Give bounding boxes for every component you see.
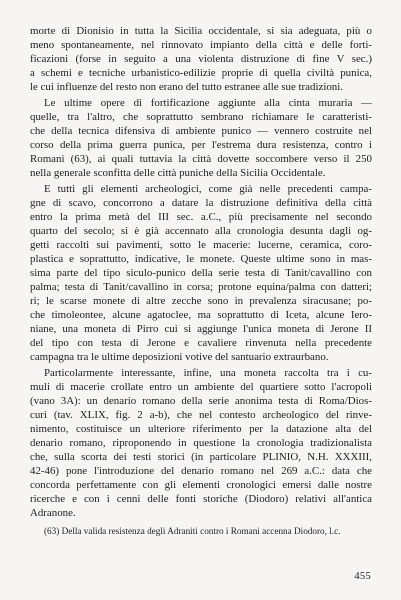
- text-line: Adranone.: [30, 507, 76, 519]
- text-line: entro la prima metà del III sec. a.C., più precisamente nel secondo: [30, 211, 372, 223]
- text-line: a schemi e tecniche urbanistico-edilizie proprie di quella civiltà punica,: [30, 67, 372, 79]
- text-line: che timoleontee, alcune agatoclee, ma soprattutto di Iceta, alcune Iero-: [30, 309, 372, 321]
- footnote: [30, 525, 372, 537]
- text-line: che della tecnica difensiva di ambiente punico — vennero costruite nel: [30, 125, 372, 137]
- text-line: che, sulla scorta dei testi storici (in particolare PLINIO, N.H. XXXIII,: [30, 451, 372, 463]
- text-line: getti raccolti sui pavimenti, sotto le macerie: lucerne, ceramica, coro-: [30, 239, 372, 251]
- paragraph-1: [30, 24, 372, 94]
- text-line: Romani (63), ai quali tuttavia la città dovette soccombere verso il 250: [30, 153, 372, 165]
- text-line: Le ultime opere di fortificazione aggiunte alla cinta muraria —: [44, 97, 372, 109]
- text-line: quelle, tra l'altro, che soprattutto sembrano richiamare le caratteristi-: [30, 111, 372, 123]
- text-line: muli di macerie crollate entro un ambiente del quartiere sotto l'acropoli: [30, 381, 372, 393]
- text-line: denario romano, riproponendo in questione la cronologia tradizionalista: [30, 437, 372, 449]
- paragraph-3: [30, 182, 372, 364]
- text-line: ri; le scarse monete di altre zecche sono in prevalenza siracusane; po-: [30, 295, 372, 307]
- text-line: 42-46) pone l'introduzione del denario romano nel 269 a.C.: data che: [30, 465, 372, 477]
- text-line: ricerche e con i cenni delle fonti storiche (Diodoro) relativi all'antica: [30, 493, 372, 505]
- text-line: concorda perfettamente con gli elementi cronologici emersi dalle nostre: [30, 479, 372, 491]
- paragraph-2: [30, 96, 372, 180]
- text-line: niane, una moneta di Pirro cui si aggiunge l'unica moneta di Jerone II: [30, 323, 372, 335]
- text-line: plastica e soprattutto, indicative, le monete. Queste ultime sono in mas-: [30, 253, 372, 265]
- paragraph-4: [30, 366, 372, 520]
- text-line: morte di Dionisio in tutta la Sicilia occidentale, si sia adeguata, più o: [30, 25, 372, 37]
- text-line: nimento, costituisce un ulteriore riferimento per la datazione alta del: [30, 423, 372, 435]
- footnote-text: Della valida resistenza degli Adraniti contro i Romani accenna Diodoro, l.c.: [61, 526, 341, 536]
- text-line: corso della prima guerra punica, per l'estrema dura resistenza, contro i: [30, 139, 372, 151]
- text-line: (vano 3A): un denario romano della serie anonima testa di Roma/Dios-: [30, 395, 372, 407]
- page-number: 455: [354, 571, 371, 582]
- text-line: sima parte del tipo siculo-punico della serie testa di Tanit/cavallino con: [30, 267, 372, 279]
- text-line: ficazioni (forse in seguito a una violenta distruzione di fine V sec.): [30, 53, 372, 65]
- text-line: campagna tra le ultime deposizioni votive del santuario extraurbano.: [30, 351, 329, 363]
- footnote-number: (63): [44, 526, 60, 536]
- text-line: curi (tav. XLIX, fig. 2 a-b), che nel contesto archeologico del rinve-: [30, 409, 372, 421]
- text-line: gne di scavo, concorrono a datare la distruzione definitiva della città: [30, 197, 372, 209]
- text-line: le cui influenze del resto non erano del tutto estranee alle sue tradizioni.: [30, 81, 343, 93]
- text-line: palma; testa di Tanit/cavallino in corsa; protone equina/palma con datteri;: [30, 281, 372, 293]
- text-line: quarto del secolo; si è già accennato alla cronologia desunta dagli og-: [30, 225, 372, 237]
- text-line: del tipo con testa di Jerone e cavaliere rinvenuta nella precedente: [30, 337, 372, 349]
- text-line: Particolarmente interessante, infine, una moneta raccolta tra i cu-: [44, 367, 372, 379]
- text-line: nella generale sconfitta delle città puniche della Sicilia Occidentale.: [30, 167, 326, 179]
- text-line: meno spontaneamente, nel rinnovato impianto della città e delle forti-: [30, 39, 372, 51]
- text-line: E tutti gli elementi archeologici, come già nelle precedenti campa-: [44, 183, 372, 195]
